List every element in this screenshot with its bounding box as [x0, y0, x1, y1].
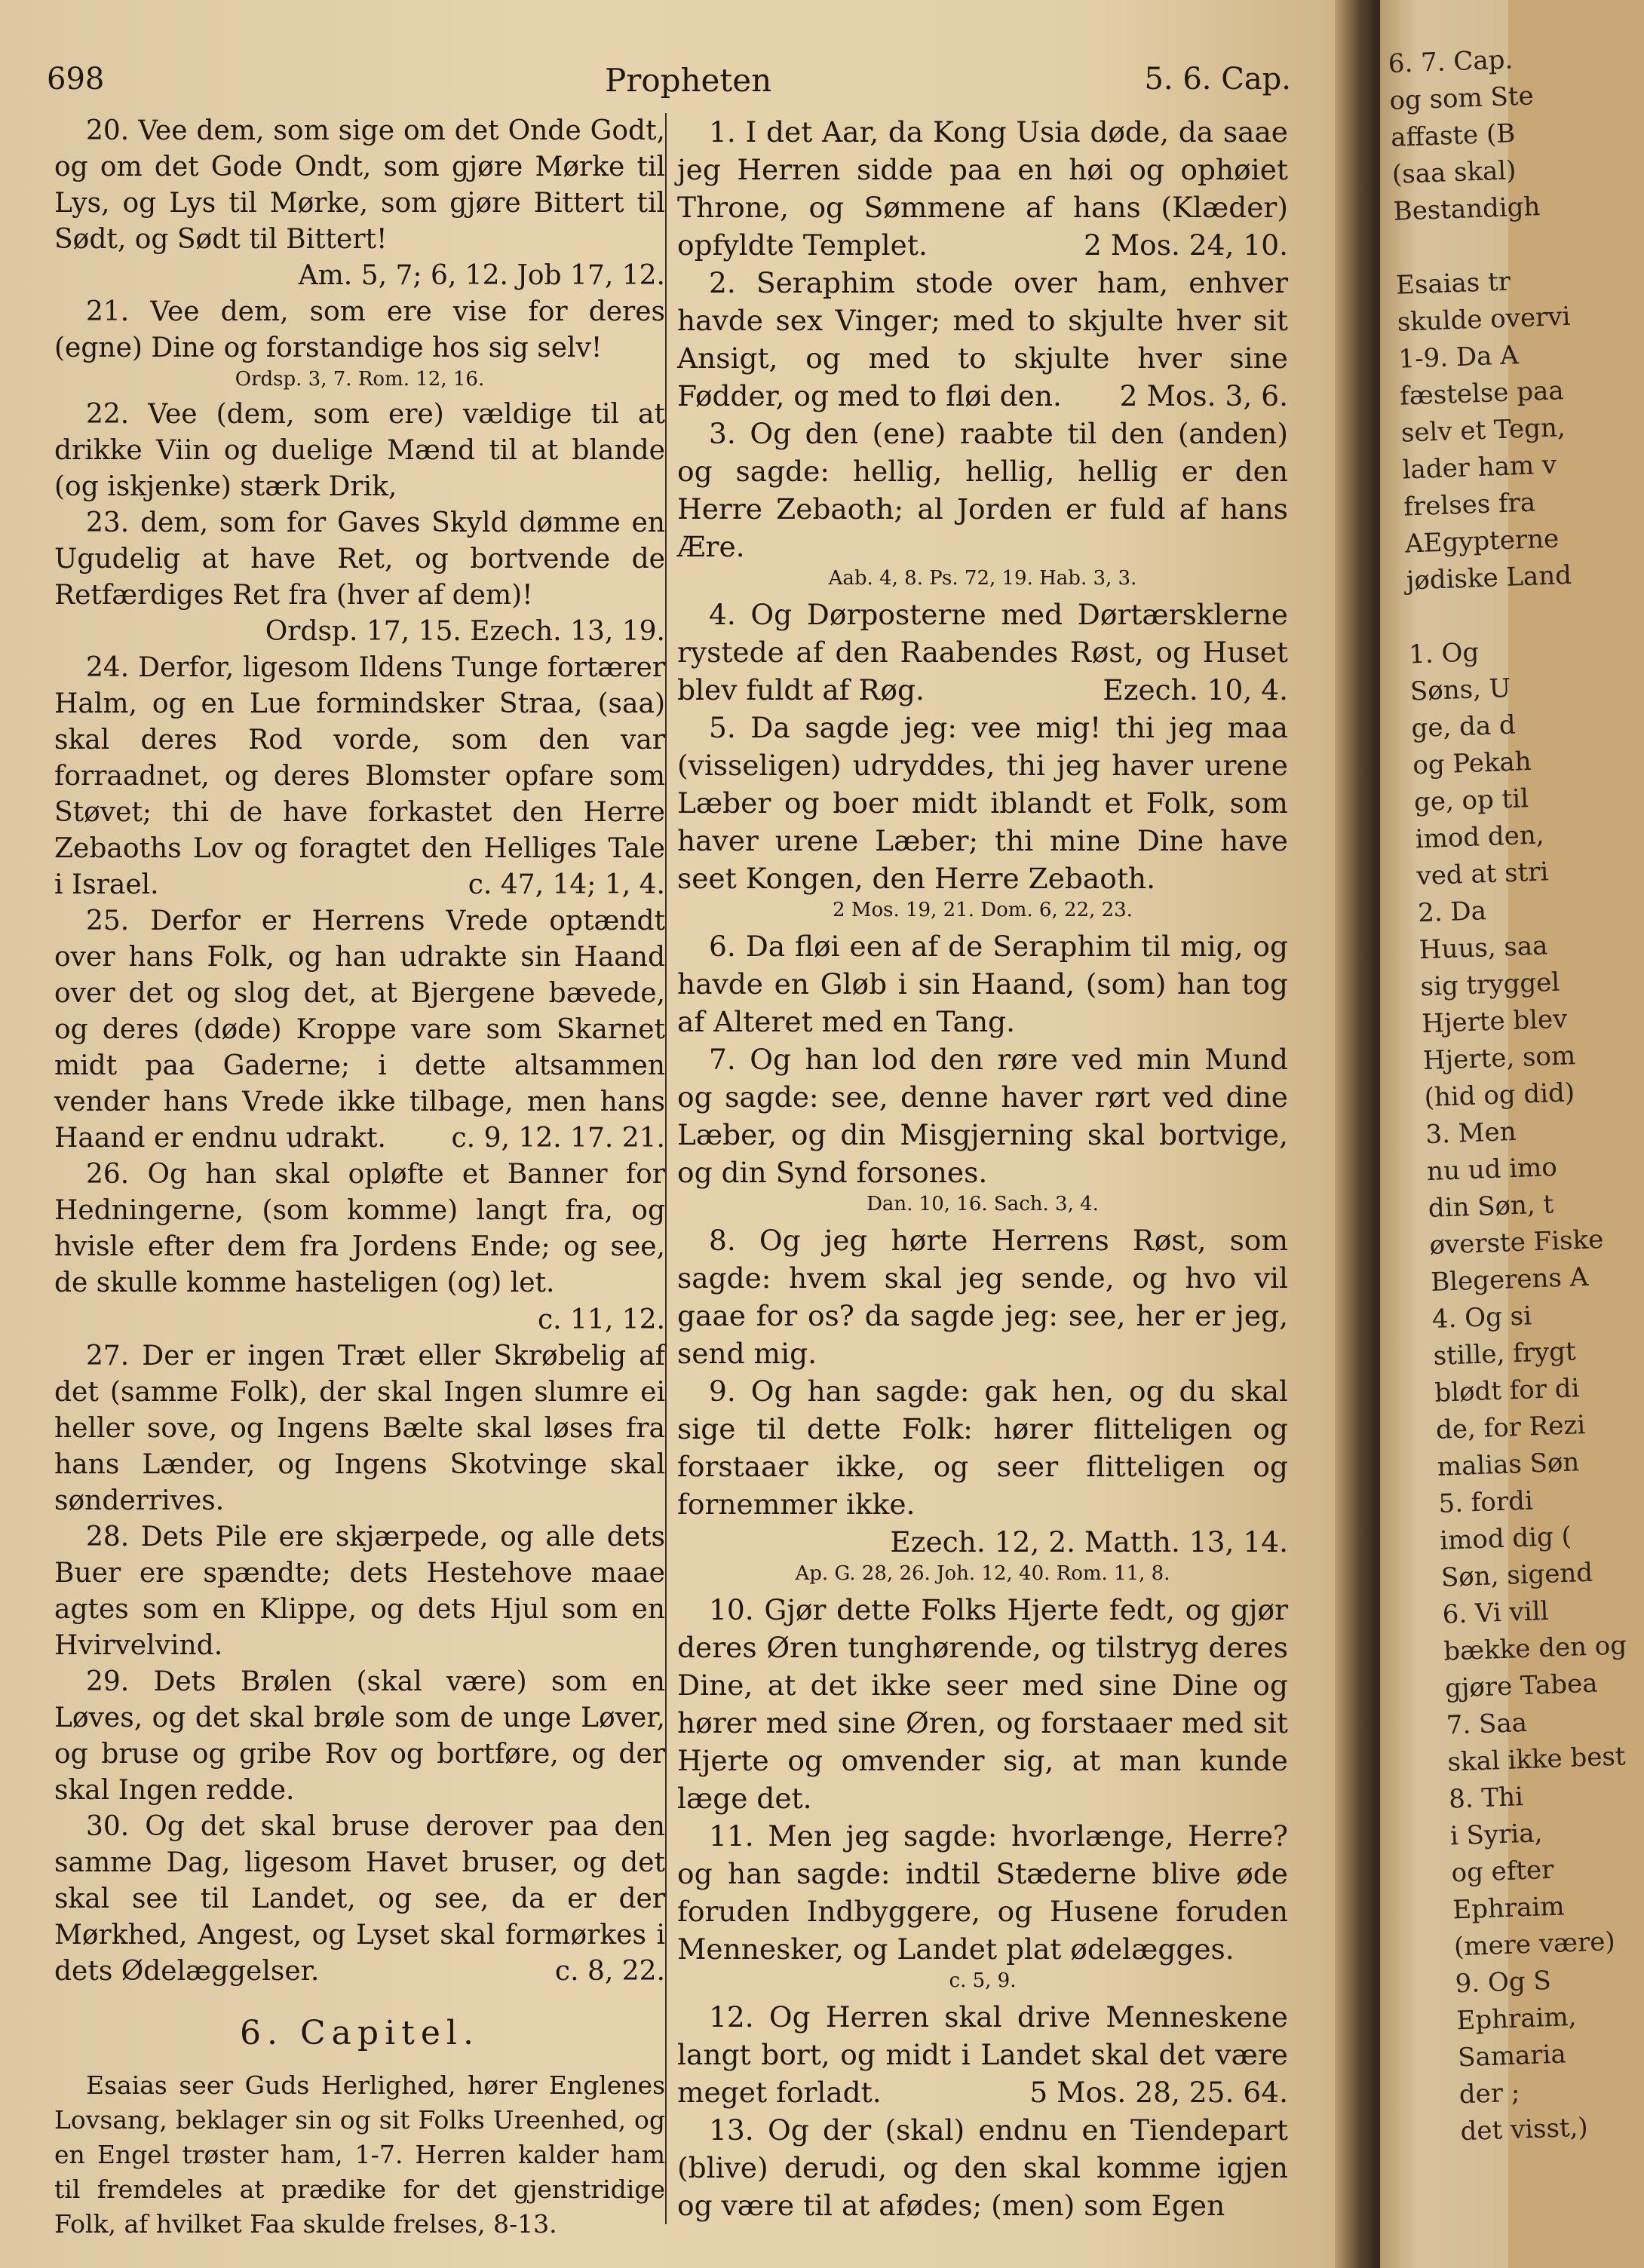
next-page-line: ved at stri [1415, 857, 1549, 892]
verse-text: 6. Da fløi een af de Seraphim til mig, og havde en Gløb i sin Haand, (som) han tog af Alteret med en Tang. [677, 930, 1288, 1038]
cross-reference: 2 Mos. 19, 21. Dom. 6, 22, 23. [833, 899, 1133, 921]
next-page-line: jødiske Land [1406, 559, 1572, 596]
verse [54, 505, 665, 650]
verse-text: 28. Dets Pile ere skjærpede, og alle dets Buer ere spændte; dets Hestehove maae agtes som en Klippe, og dets Hjul som en Hvirvelvind. [54, 1521, 665, 1661]
verse-text: 30. Og det skal bruse derover paa den samme Dag, ligesom Havet bruser, og det skal see til Landet, og see, da er der Mørkhed, Angest, og Lyset skal formørkes i dets Ødelæggelser. [54, 1810, 665, 1987]
next-page-line: Blegerens A [1430, 1261, 1589, 1298]
next-page-line: imod dig ( [1439, 1521, 1572, 1556]
next-page-line: affaste (B [1390, 118, 1516, 153]
next-page-line: Hjerte, som [1422, 1041, 1576, 1077]
verse [54, 1157, 665, 1338]
verse [54, 397, 665, 505]
column-divider [665, 113, 667, 2224]
verse-reference: Ezech. 12, 2. Matth. 13, 14. [890, 1525, 1288, 1558]
next-page-line: Esaias tr [1395, 266, 1511, 301]
verse-reference: Ordsp. 17, 15. Ezech. 13, 19. [265, 616, 665, 648]
verse-reference: 5 Mos. 28, 25. 64. [1029, 2076, 1288, 2109]
next-page-line: der ; [1458, 2077, 1520, 2110]
verse-text: 21. Vee dem, som ere vise for deres (egne) Dine og forstandige hos sig selv! [54, 296, 665, 364]
next-page-line: blødt for di [1434, 1373, 1581, 1408]
next-page-line: skal ikke best [1446, 1741, 1627, 1778]
next-page-line: Hjerte blev [1421, 1004, 1569, 1040]
left-column [54, 113, 665, 2242]
verse-text: 4. Og Dørposterne med Dørtærsklerne rystede af den Raabendes Røst, og Huset blev fuldt af Røg. [677, 598, 1288, 706]
next-page-line: 6. Vi vill [1441, 1595, 1550, 1630]
next-page-line: stille, frygt [1433, 1336, 1577, 1372]
next-page-line: lader ham v [1401, 449, 1557, 486]
verse [54, 903, 665, 1157]
verse-text: 7. Og han lod den røre ved min Mund og sagde: see, denne haver rørt ved dine Læber, og din Misgjerning skal bortvige, og din Synd forsones. [677, 1043, 1288, 1189]
verse [54, 650, 665, 903]
verse-text: 9. Og han sagde: gak hen, og du skal sige til dette Folk: hører flitteligen og forstaaer ikke, og seer flitteligen og fornemmer ikke. [677, 1375, 1288, 1521]
next-page-line: Bestandigh [1393, 192, 1541, 227]
verse [677, 1817, 1288, 1968]
next-page-line: Søn, sigend [1440, 1557, 1593, 1593]
next-page-line: gjøre Tabea [1444, 1668, 1599, 1704]
next-page-line: 1-9. Da A [1397, 340, 1520, 375]
verse-text: 5. Da sagde jeg: vee mig! thi jeg maa (visseligen) udryddes, thi jeg haver urene Læber og boer midt iblandt et Folk, som haver urene Læber; thi mine Dine have seet Kongen, den Herre Zebaoth. [677, 711, 1288, 895]
next-page-line: i Syria, [1449, 1818, 1543, 1852]
verse-text: 29. Dets Brølen (skal være) som en Løves, og det skal brøle som de unge Løver, og bruse og gribe Rov og bortføre, og der skal Ingen redde. [54, 1666, 665, 1806]
next-page-line: malias Søn [1437, 1447, 1580, 1482]
verse-text: 2. Seraphim stode over ham, enhver havde sex Vinger; med to skjulte hver sit Ansigt, og med to skjulte hver sine Fødder, og med to fløi den. [677, 266, 1288, 412]
verse [677, 113, 1288, 264]
next-page-line: sig tryggel [1419, 967, 1560, 1003]
right-column [677, 113, 1288, 2224]
verse [677, 596, 1288, 709]
verse-reference: c. 9, 12. 17. 21. [451, 1123, 665, 1154]
verse [677, 709, 1288, 897]
next-page-line: Huus, saa [1419, 930, 1549, 966]
verse-text: 20. Vee dem, som sige om det Onde Godt, og om det Gode Ondt, som gjøre Mørke til Lys, og Lys til Mørke, som gjøre Bittert til Sødt, og Sødt til Bittert! [54, 115, 665, 256]
verse [54, 1809, 665, 1990]
verse-reference: 2 Mos. 3, 6. [1119, 379, 1288, 412]
next-page-line: det visst,) [1459, 2112, 1589, 2147]
verse [54, 1664, 665, 1809]
next-page-line [1394, 224, 1562, 267]
page-header [47, 62, 1291, 107]
next-page-line: Ephraim [1452, 1891, 1566, 1926]
verse [677, 927, 1288, 1041]
next-page-line: bække den og [1443, 1630, 1627, 1667]
chapter-summary: Esaias seer Guds Herlighed, hører Englenes Lovsang, beklager sin og sit Folks Ureenhed, og en Engel trøster ham, 1-7. Herren kalder ham til fremdeles at prædike for det gjenstridige Folk, af hvilket Faa skulde frelses, 8-13. [54, 2070, 665, 2239]
next-page-line: 8. Thi [1448, 1782, 1524, 1815]
verse [677, 1372, 1288, 1561]
verse-text: 12. Og Herren skal drive Menneskene langt bort, og midt i Landet skal det være meget forladt. [677, 2000, 1288, 2109]
next-page-line: 5. fordi [1437, 1485, 1534, 1519]
verse-text: 27. Der er ingen Træt eller Skrøbelig af det (samme Folk), der skal Ingen slumre ei heller sove, og Ingens Bælte skal løses fra hans Lænder, og Ingens Skotvinge skal sønderrives. [54, 1340, 665, 1516]
verse-text: 3. Og den (ene) raabte til den (anden) og sagde: hellig, hellig, hellig er den Herre Zebaoth; al Jorden er fuld af hans Ære. [677, 417, 1288, 563]
verse-text: 23. dem, som for Gaves Skyld dømme en Ugudelig at have Ret, og bortvende de Retfærdiges Ret fra (hver af dem)! [54, 507, 665, 611]
verse [677, 1221, 1288, 1372]
verse [677, 1998, 1288, 2111]
chapter-heading: 6. Capitel. [240, 2013, 480, 2052]
verse-text: 13. Og der (skal) endnu en Tiendepart (blive) derudi, og den skal komme igjen og være til at afødes; (men) som Egen [677, 2113, 1288, 2222]
verse-text: 22. Vee (dem, som ere) vældige til at drikke Viin og duelige Mænd til at blande (og iskjenke) stærk Drik, [54, 399, 665, 503]
next-page-line: skulde overvi [1397, 301, 1572, 338]
verse [677, 2111, 1288, 2224]
next-page-line: Ephraim, [1455, 2001, 1578, 2037]
next-page-line: de, for Rezi [1435, 1409, 1586, 1445]
next-page-line: 7. Saa [1446, 1707, 1528, 1741]
cross-reference: Ap. G. 28, 26. Joh. 12, 40. Rom. 11, 8. [795, 1562, 1170, 1585]
verse [54, 294, 665, 366]
verse-reference: 2 Mos. 24, 10. [1083, 228, 1288, 262]
verse-text: 11. Men jeg sagde: hvorlænge, Herre? og han sagde: indtil Stæderne blive øde foruden Indbyggere, og Husene foruden Mennesker, og Landet plat ødelægges. [677, 1819, 1288, 1966]
next-page-line: frelses fra [1403, 487, 1536, 523]
page-number: 698 [47, 62, 105, 97]
next-page-line: (hid og did) [1424, 1077, 1575, 1114]
next-page-line: (saa skal) [1391, 155, 1517, 190]
verse-reference: Ezech. 10, 4. [1103, 673, 1288, 706]
book-gutter [1335, 0, 1380, 2268]
next-page-line: og efter [1450, 1854, 1555, 1889]
next-page-line: (mere være) [1453, 1926, 1616, 1963]
cross-reference: c. 5, 9. [949, 1969, 1017, 1992]
verse-text: 26. Og han skal opløfte et Banner for Hedningerne, (som komme) langt fra, og hvisle efter dem fra Jordens Ende; og see, de skulle komme hasteligen (og) let. [54, 1159, 665, 1299]
next-page-line: 2. Da [1417, 896, 1487, 929]
next-page-line: 9. Og S [1455, 1966, 1552, 2000]
next-page-line: selv et Tegn, [1400, 412, 1566, 449]
verse-reference: c. 47, 14; 1, 4. [468, 869, 665, 901]
next-page-line: 1. Og [1408, 637, 1480, 670]
verse [677, 415, 1288, 565]
verse [677, 264, 1288, 415]
next-page-line: 4. Og si [1431, 1301, 1532, 1335]
verse-text: 10. Gjør dette Folks Hjerte fedt, og gjør deres Øren tunghørende, og tilstryg deres Dine, at det ikke seer med sine Dine og hører med sine Øren, og forstaaer med sit Hjerte og omvender sig, at man kunde læge det. [677, 1593, 1288, 1815]
verse-text: 1. I det Aar, da Kong Usia døde, da saae jeg Herren sidde paa en høi og ophøiet Throne, og Sømmene af hans (Klæder) opfyldte Templet. [677, 115, 1288, 262]
next-page-line: fæstelse paa [1399, 375, 1565, 412]
next-page-line: Samaria [1457, 2039, 1567, 2073]
verse [677, 1591, 1288, 1817]
cross-reference: Aab. 4, 8. Ps. 72, 19. Hab. 3, 3. [828, 567, 1137, 590]
cross-reference: Ordsp. 3, 7. Rom. 12, 16. [235, 368, 485, 391]
cross-reference: Dan. 10, 16. Sach. 3, 4. [866, 1193, 1099, 1215]
verse-reference: c. 11, 12. [538, 1304, 665, 1335]
verse [54, 1519, 665, 1664]
verse-reference: c. 8, 22. [554, 1955, 665, 1987]
verse [54, 1338, 665, 1519]
running-title: Propheten [605, 62, 772, 99]
next-page-line: og som Ste [1388, 81, 1535, 116]
next-page-line: ge, op til [1413, 783, 1529, 818]
chapter-reference: 5. 6. Cap. [1144, 62, 1291, 97]
verse-text: 25. Derfor er Herrens Vrede optændt over hans Folk, og han udrakte sin Haand over det og slog det, at Bjergene bævede, og deres (døde) Kroppe vare som Skarnet midt paa Gaderne; i dette altsammen vender hans Vrede ikke tilbage, men hans Haand er endnu udrakt. [54, 906, 665, 1154]
next-page-line: nu ud imo [1426, 1152, 1558, 1188]
next-page-line: din Søn, t [1428, 1189, 1554, 1224]
verse [677, 1041, 1288, 1191]
next-page-line: 6. 7. Cap. [1388, 44, 1514, 79]
next-page-line: 3. Men [1425, 1116, 1517, 1151]
verse-reference: Am. 5, 7; 6, 12. Job 17, 12. [298, 260, 665, 292]
verse-text: 24. Derfor, ligesom Ildens Tunge fortærer Halm, og en Lue formindsker Straa, (saa) skal deres Rod vorde, som den var forraadnet, og deres Blomster opfare som Støvet; thi de have forkastet den Herre Zebaoths Lov og foragtet den Helliges Tale i Israel. [54, 652, 665, 901]
next-page-line: AEgypterne [1404, 523, 1560, 559]
verse [54, 113, 665, 294]
next-page-line: og Pekah [1412, 746, 1532, 781]
next-page-line: ge, da d [1410, 710, 1517, 744]
next-page-line: Søns, U [1409, 673, 1511, 707]
verse-text: 8. Og jeg hørte Herrens Røst, som sagde: hvem skal jeg sende, og hvo vil gaae for os? da sagde jeg: see, her er jeg, send mig. [677, 1224, 1288, 1370]
next-page-line: øverste Fiske [1428, 1224, 1604, 1261]
next-page-line [1407, 593, 1575, 636]
next-page-line: imod den, [1415, 820, 1545, 855]
